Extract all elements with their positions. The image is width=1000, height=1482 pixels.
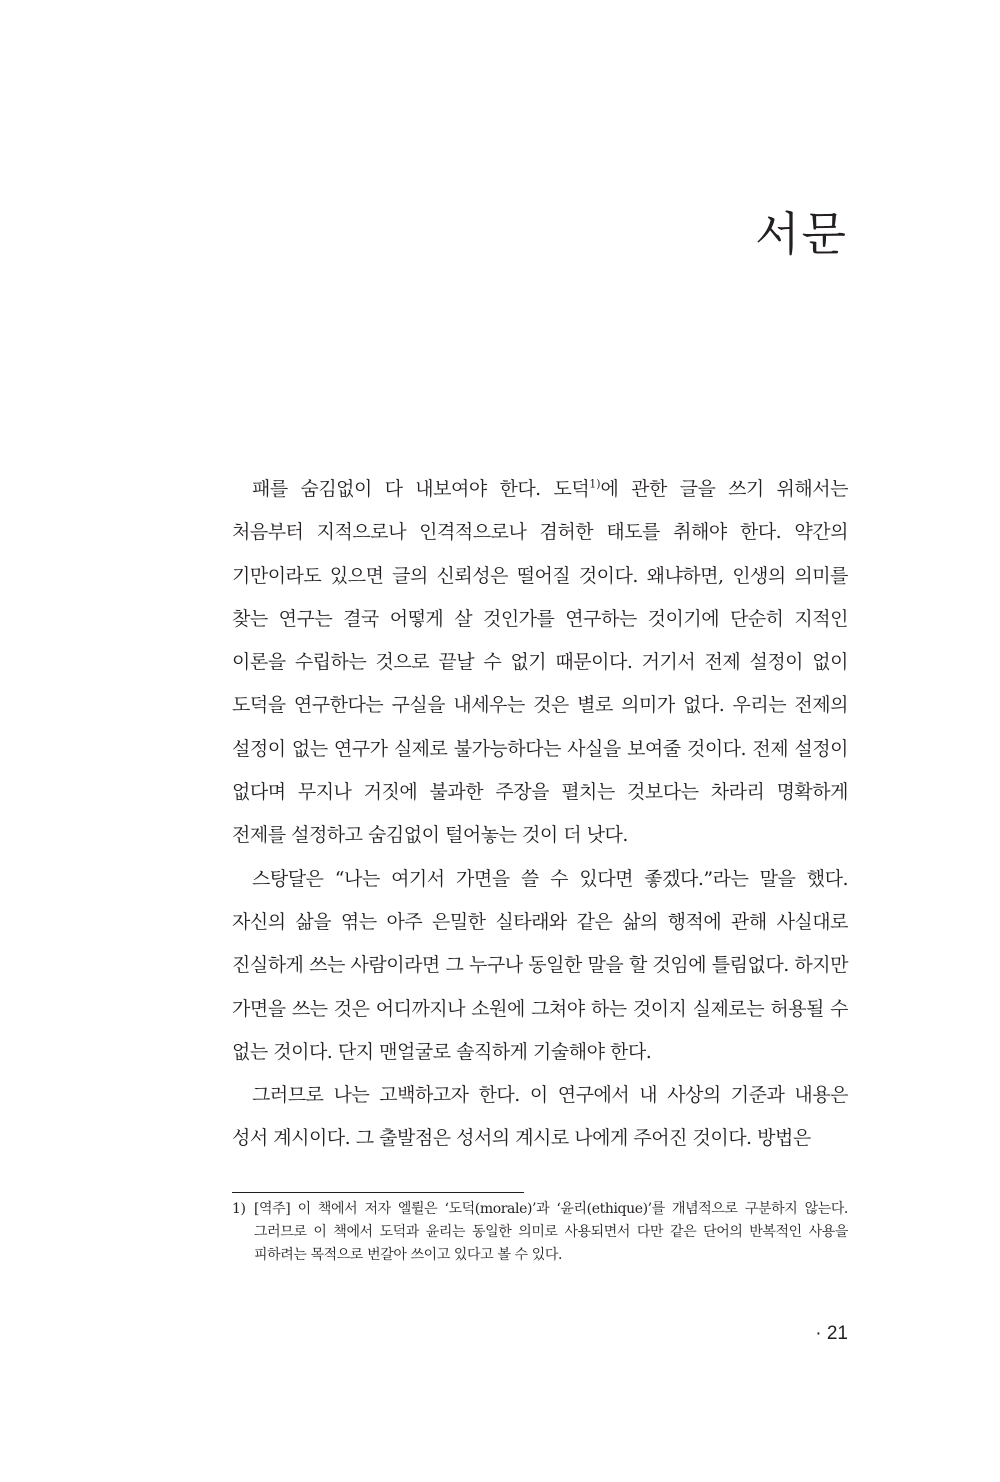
footnote-marker: 1): [232, 1201, 246, 1217]
chapter-title: 서문: [755, 207, 848, 261]
page-number: · 21: [815, 1323, 848, 1344]
paragraph-3: 그러므로 나는 고백하고자 한다. 이 연구에서 내 사상의 기준과 내용은 성서 계시이다. 그 출발점은 성서의 계시로 나에게 주어진 것이다. 방법은: [232, 1084, 848, 1150]
footnote-reference-1: 1): [589, 477, 601, 491]
footnote-divider: [232, 1192, 524, 1193]
paragraph-2: 스탕달은 “나는 여기서 가면을 쓸 수 있다면 좋겠다.”라는 말을 했다. 자신의 삶을 엮는 아주 은밀한 실타래와 같은 삶의 행적에 관해 사실대로 진실하게 쓰는 사람이라면 그 누구나 동일한 말을 할 것임에 틀림없다. 하지만 가면을 쓰는 것은 어디까지나 소원에 그쳐야 하는 것이지 실제로는 허용될 수 없는 것이다. 단지 맨얼굴로 솔직하게 기술해야 한다.: [232, 867, 848, 1063]
footnotes: [232, 1198, 848, 1267]
paragraph-1-text-rest: 에 관한 글을 쓰기 위해서는 처음부터 지적으로나 인격적으로나 겸허한 태도를 취해야 한다. 약간의 기만이라도 있으면 글의 신뢰성은 떨어질 것이다. 왜냐하면, 인생의 의미를 찾는 연구는 결국 어떻게 살 것인가를 연구하는 것이기에 단순히 지적인 이론을 수립하는 것으로 끝날 수 없기 때문이다. 거기서 전제 설정이 없이 도덕을 연구한다는 구실을 내세우는 것은 별로 의미가 없다. 우리는 전제의 설정이 없는 연구가 실제로 불가능하다는 사실을 보여줄 것이다. 전제 설정이 없다며 무지나 거짓에 불과한 주장을 펼치는 것보다는 차라리 명확하게 전제를 설정하고 숨김없이 털어놓는 것이 더 낫다.: [232, 478, 848, 847]
paragraph-1: [232, 468, 848, 858]
paragraph-1-text-start: 패를 숨김없이 다 내보여야 한다. 도덕: [252, 478, 590, 500]
body-text: [232, 468, 848, 1161]
footnote-1: [232, 1198, 848, 1267]
footnote-text: [역주] 이 책에서 저자 엘륄은 ‘도덕(morale)’과 ‘윤리(ethique)’를 개념적으로 구분하지 않는다. 그러므로 이 책에서 도덕과 윤리는 동일한 의미로 사용되면서 다만 같은 단어의 반복적인 사용을 피하려는 목적으로 번갈아 쓰이고 있다고 볼 수 있다.: [254, 1201, 848, 1263]
